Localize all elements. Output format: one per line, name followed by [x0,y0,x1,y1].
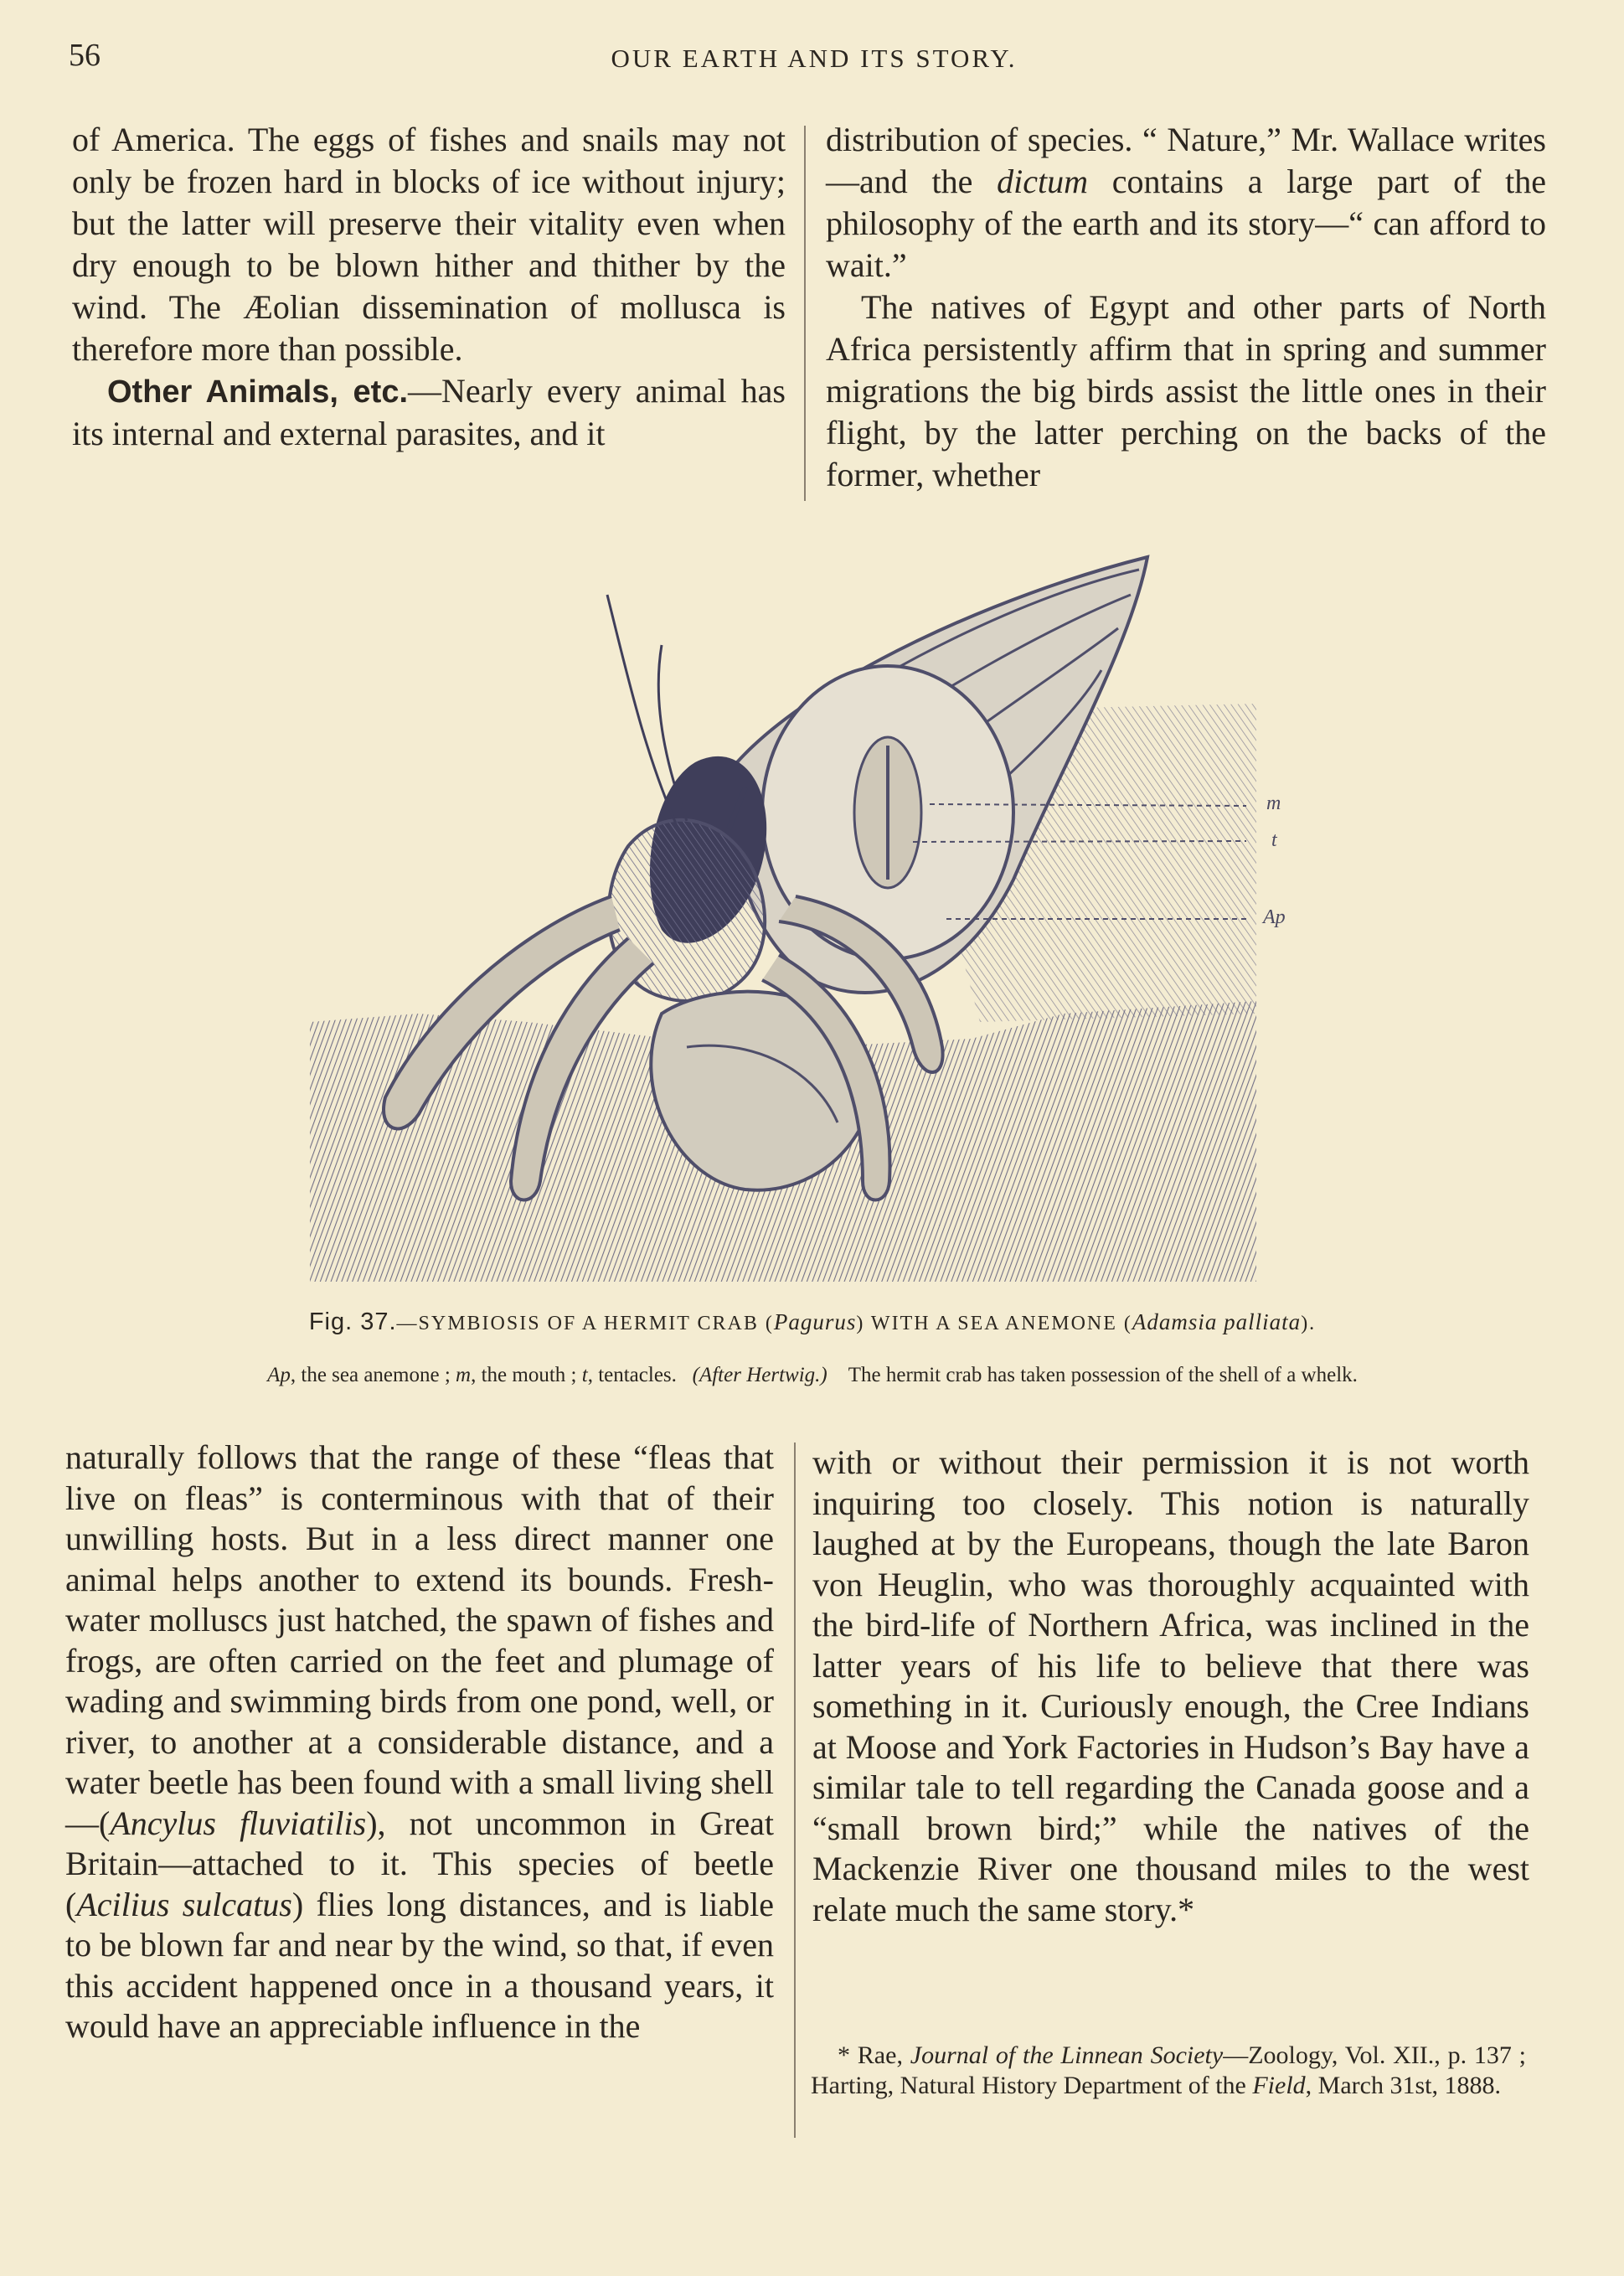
paragraph-text: ), not uncommon in Great Britain—attached to it. This species of beetle ( [65,1804,775,1923]
bottom-right-column [812,1442,1529,1930]
engraving-illustration [310,544,1290,1290]
caption-text: —SYMBIOSIS OF A HERMIT CRAB ( [396,1313,774,1334]
figure-number: Fig. 37. [308,1308,397,1335]
label-ap: Ap [1263,906,1286,928]
legend-attribution: (After Hertwig.) [692,1364,827,1386]
label-m: m [1266,792,1281,814]
legend-italic: Ap [267,1364,291,1386]
paragraph-text: contains a large part of the philosophy of the earth and its story—“ can afford to wait.” [826,163,1546,284]
paragraph-text: distribution of species. “ Nature,” Mr. Wallace writes—and the [826,121,1546,200]
paragraph [826,119,1546,286]
legend-italic: t [581,1364,588,1386]
paragraph-text: naturally follows that the range of these “fleas that live on fleas” is conterminous with that of their unwilling hosts. But in a less direct manner one animal helps another to extend its bounds. Fresh-water molluscs just hatched, the spawn of fishes and frogs, are often carried on the feet and plumage of wading and swimming birds from one pond, well, or river, to another at a considerable distance, and a water beetle has been found with a small living shell—( [65,1438,774,1842]
footnote-italic: Field [1252,2072,1306,2099]
caption-italic: Adamsia palliata [1132,1309,1302,1334]
caption-italic: Pagurus [773,1309,857,1334]
page-header [69,37,1560,79]
italic-term: dictum [997,163,1088,200]
caption-text: ). [1301,1313,1317,1334]
paragraph: with or without their permission it is not worth inquiring too closely. This notion is naturally laughed at by the Europeans, though the late Baron von Heuglin, who was thoroughly acquainted with the bird-life of Northern Africa, was inclined in the latter years of his life to believe that there was something in it. Curiously enough, the Cree Indians at Moose and York Factories in Hudson’s Bay have a similar tale to tell regarding the Canada goose and a “small brown bird;” while the natives of the Mackenzie River one thousand miles to the west relate much the same story.* [812,1443,1529,1928]
column-divider [804,126,806,501]
paragraph [72,370,786,455]
paragraph: of America. The eggs of fishes and snails may not only be frozen hard in blocks of ice without injury; but the latter will preserve their vitality even when dry enough to be blown hither and thither by the wind. The Æolian dissemination of mollusca is therefore more than possible. [72,121,786,368]
italic-term: Ancylus fluviatilis [110,1804,367,1842]
footnote-text: , March 31st, 1888. [1305,2072,1501,2099]
legend-text: , the sea anemone ; [290,1364,456,1386]
paragraph-text: —Nearly every animal has its internal and external parasites, and it [72,372,786,452]
bottom-left-column [65,1437,774,2047]
section-heading: Other Animals, etc. [107,374,409,410]
footnote-text: * Rae, [838,2041,910,2069]
paragraph [65,1437,774,2047]
running-title: OUR EARTH AND ITS STORY. [611,44,1018,73]
legend-text: , tentacles. [587,1364,677,1386]
hermit-crab-engraving [310,544,1290,1290]
page-number: 56 [69,38,101,73]
label-t: t [1271,829,1277,851]
figure-legend [126,1364,1499,1387]
column-divider [794,1442,796,2138]
footnote [811,2041,1526,2101]
paragraph: The natives of Egypt and other parts of North Africa persistently affirm that in spring and summer migrations the big birds assist the little ones in their flight, by the latter perching on the backs of the former, whether [826,288,1546,493]
legend-text: The hermit crab has taken possession of the shell of a whelk. [848,1364,1358,1386]
legend-italic: m [456,1364,472,1386]
italic-term: Acilius sulcatus [76,1885,292,1923]
legend-text: , the mouth ; [471,1364,582,1386]
footnote-italic: Journal of the Linnean Society [910,2041,1224,2069]
caption-text: ) WITH A SEA ANEMONE ( [856,1313,1132,1334]
top-left-column [72,119,786,455]
footnote-text: —Zoology, Vol. XII., p. 137 ; Harting, Natural History Department of the [811,2041,1527,2099]
figure-caption [126,1308,1499,1336]
paragraph-text: ) flies long distances, and is liable to be blown far and near by the wind, so that, if even this accident happened once in a thousand years, it would have an appreciable influence in the [65,1885,774,2045]
top-right-column [826,119,1546,496]
